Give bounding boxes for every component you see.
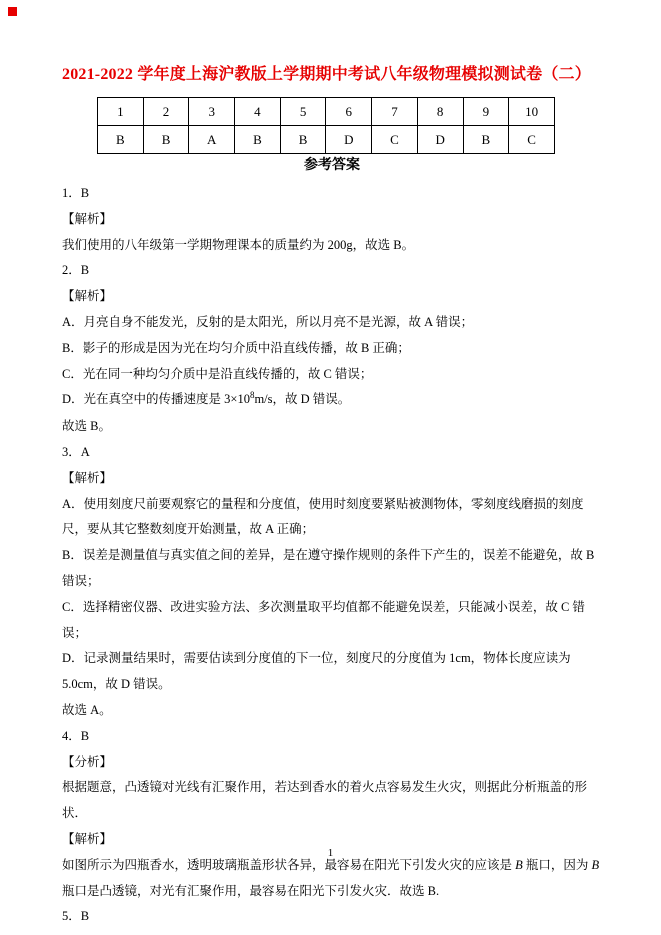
solution-line: D．记录测量结果时，需要估读到分度值的下一位，刻度尺的分度值为 1cm，物体长度应读为 5.0cm，故 D 错误。: [62, 651, 571, 692]
analysis-label: 【分析】: [62, 754, 113, 769]
answer-cell: B: [143, 126, 189, 154]
conclusion-line: 故选 A。: [62, 702, 112, 717]
answer-cell: D: [326, 126, 372, 154]
answer-key-table: [97, 97, 555, 154]
answer-letter-row: [98, 126, 555, 154]
question-number-cell: 7: [372, 98, 418, 126]
answer-cell: D: [417, 126, 463, 154]
solution-text: 瓶口是凸透镜，对光有汇聚作用，最容易在阳光下引发火灾．故选 B.: [62, 883, 440, 898]
italic-option-letter: B: [515, 857, 523, 872]
solution-text: 如图所示为四瓶香水，透明玻璃瓶盖形状各异，最容易在阳光下引发火灾的应该是: [62, 857, 516, 872]
answer-cell: C: [509, 126, 555, 154]
red-corner-mark: [8, 7, 17, 16]
question-number-cell: 3: [189, 98, 235, 126]
solution-line: 根据题意，凸透镜对光线有汇聚作用，若达到香水的着火点容易发生火灾，则据此分析瓶盖的形状．: [62, 780, 588, 821]
document-title: 2021-2022 学年度上海沪教版上学期期中考试八年级物理模拟测试卷（二）: [62, 66, 591, 83]
explanation-label: 【解析】: [62, 211, 113, 226]
question-number-cell: 10: [509, 98, 555, 126]
answer-number-line: 2．B: [62, 263, 90, 278]
solution-text: D．光在真空中的传播速度是 3×10: [62, 392, 250, 407]
solution-line-with-italics: [62, 853, 602, 905]
solution-line: B．影子的形成是因为光在均匀介质中沿直线传播，故 B 正确；: [62, 340, 410, 355]
solutions-body: [62, 181, 602, 930]
conclusion-line: 故选 B。: [62, 419, 111, 434]
solution-line: C．选择精密仪器、改进实验方法、多次测量取平均值都不能避免误差，只能减小误差，故 C 错误；: [62, 599, 585, 640]
page-number: 1: [327, 847, 334, 859]
solution-line: A．使用刻度尺前要观察它的量程和分度值，使用时刻度要紧贴被测物体，零刻度线磨损的刻度尺，要从其它整数刻度开始测量，故 A 正确；: [62, 496, 584, 537]
answer-number-line: 3．A: [62, 444, 90, 459]
question-number-cell: 5: [280, 98, 326, 126]
solution-line: B．误差是测量值与真实值之间的差异，是在遵守操作规则的条件下产生的，误差不能避免，故 B 错误；: [62, 548, 595, 588]
answer-cell: B: [98, 126, 144, 154]
question-number-cell: 1: [98, 98, 144, 126]
explanation-label: 【解析】: [62, 831, 113, 846]
solution-text: m/s，故 D 错误。: [254, 392, 351, 407]
question-number-cell: 8: [417, 98, 463, 126]
question-number-cell: 4: [235, 98, 281, 126]
answer-cell: B: [280, 126, 326, 154]
answer-cell: A: [189, 126, 235, 154]
question-number-cell: 9: [463, 98, 509, 126]
reference-answers-heading: 参考答案: [304, 158, 360, 173]
solution-line-with-superscript: [62, 387, 602, 414]
answer-cell: C: [372, 126, 418, 154]
solution-text: 瓶口，因为: [522, 857, 592, 872]
answer-number-line: 5．B: [62, 909, 90, 924]
question-number-row: [98, 98, 555, 126]
question-number-cell: 6: [326, 98, 372, 126]
italic-option-letter: B: [591, 857, 600, 872]
answer-cell: B: [463, 126, 509, 154]
explanation-label: 【解析】: [62, 289, 113, 304]
solution-line: 我们使用的八年级第一学期物理课本的质量约为 200g，故选 B。: [62, 237, 415, 252]
solution-line: C．光在同一种均匀介质中是沿直线传播的，故 C 错误；: [62, 366, 373, 381]
answer-cell: B: [235, 126, 281, 154]
superscript-exponent: 8: [249, 390, 255, 401]
answer-number-line: 4．B: [62, 728, 90, 743]
solution-line: A．月亮自身不能发光，反射的是太阳光，所以月亮不是光源，故 A 错误；: [62, 314, 474, 329]
question-number-cell: 2: [143, 98, 189, 126]
explanation-label: 【解析】: [62, 470, 113, 485]
answer-number-line: 1．B: [62, 186, 90, 200]
